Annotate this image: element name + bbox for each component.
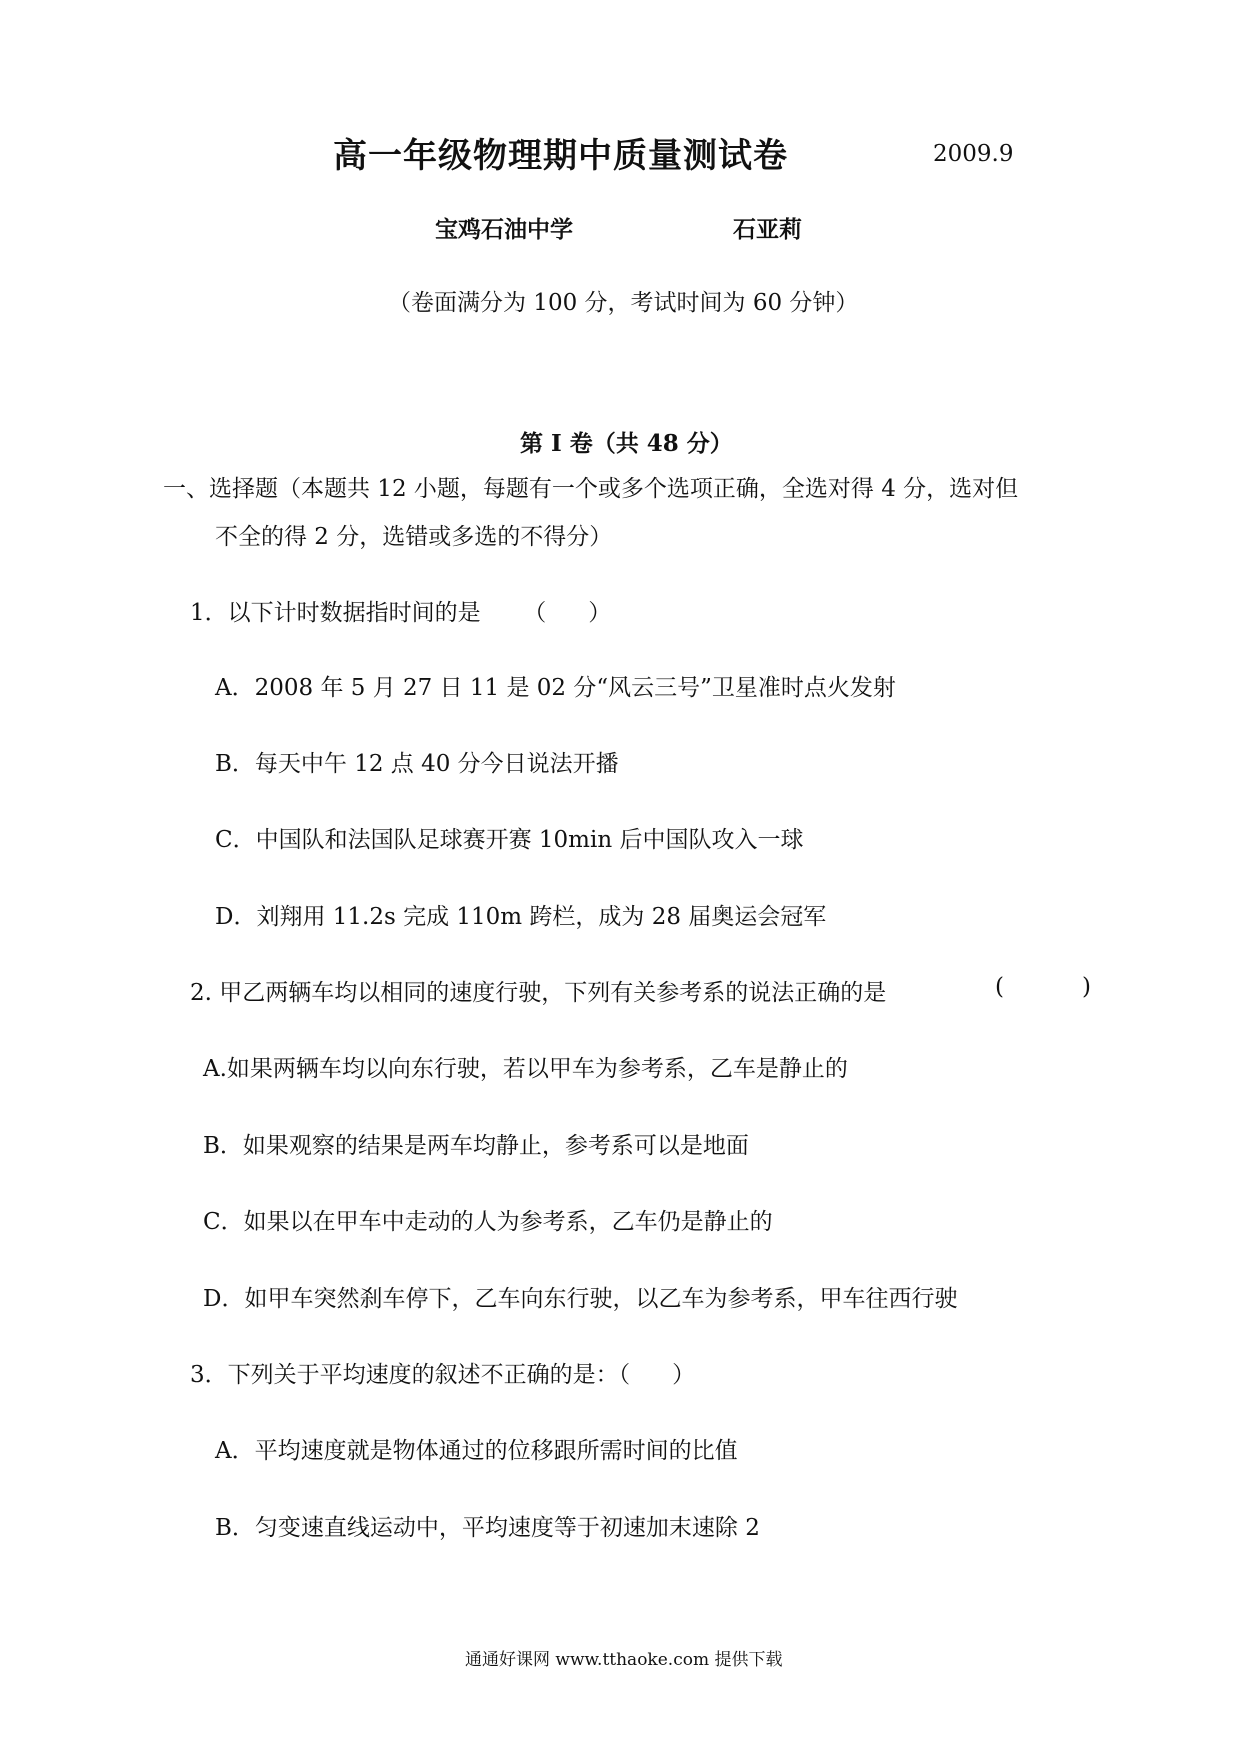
answer-bracket-open: ( [995,974,1004,1000]
question-1-option-c: C．中国队和法国队足球赛开赛 10min 后中国队攻入一球 [215,827,804,853]
answer-bracket-close: ) [1081,974,1091,1000]
question-stem-text: 1．以下计时数据指时间的是 [190,600,481,626]
page-footer: 通通好课网 www.tthaoke.com 提供下载 [465,1650,783,1670]
question-stem-text: 2. 甲乙两辆车均以相同的速度行驶，下列有关参考系的说法正确的是 [190,980,887,1006]
question-1-option-a: A．2008 年 5 月 27 日 11 是 02 分“风云三号”卫星准时点火发射 [215,675,896,701]
author-name: 石亚莉 [733,216,802,243]
answer-bracket-open: （ [523,600,547,626]
exam-note: （卷面满分为 100 分，考试时间为 60 分钟） [388,290,859,316]
question-2-answer-bracket [995,974,1091,1000]
question-2-option-a: A.如果两辆车均以向东行驶，若以甲车为参考系，乙车是静止的 [203,1056,848,1082]
question-1-stem [190,594,611,627]
question-3-stem [190,1356,695,1389]
question-2-option-d: D．如甲车突然刹车停下，乙车向东行驶，以乙车为参考系，甲车往西行驶 [203,1286,958,1312]
question-2-stem [190,974,886,1007]
school-name: 宝鸡石油中学 [435,216,573,243]
answer-bracket-close: ） [588,600,612,626]
question-1-option-b: B．每天中午 12 点 40 分今日说法开播 [215,751,619,777]
section-title: 第 I 卷（共 48 分） [520,430,733,457]
question-2-option-b: B．如果观察的结果是两车均静止，参考系可以是地面 [203,1133,749,1159]
question-stem-text: 3．下列关于平均速度的叙述不正确的是： [190,1362,619,1388]
answer-bracket-close: ） [672,1362,696,1388]
answer-bracket-open: （ [618,1362,631,1388]
exam-title: 高一年级物理期中质量测试卷 [333,136,788,176]
question-2-option-c: C．如果以在甲车中走动的人为参考系，乙车仍是静止的 [203,1209,773,1235]
question-3-option-b: B．匀变速直线运动中，平均速度等于初速加末速除 2 [215,1515,760,1541]
section-instruction-line1: 一、选择题（本题共 12 小题，每题有一个或多个选项正确，全选对得 4 分，选对但 [163,476,1019,502]
section-instruction-line2: 不全的得 2 分，选错或多选的不得分） [215,524,613,550]
exam-date: 2009.9 [933,141,1014,167]
question-3-option-a: A．平均速度就是物体通过的位移跟所需时间的比值 [215,1438,738,1464]
question-1-option-d: D．刘翔用 11.2s 完成 110m 跨栏，成为 28 届奥运会冠军 [215,904,827,930]
